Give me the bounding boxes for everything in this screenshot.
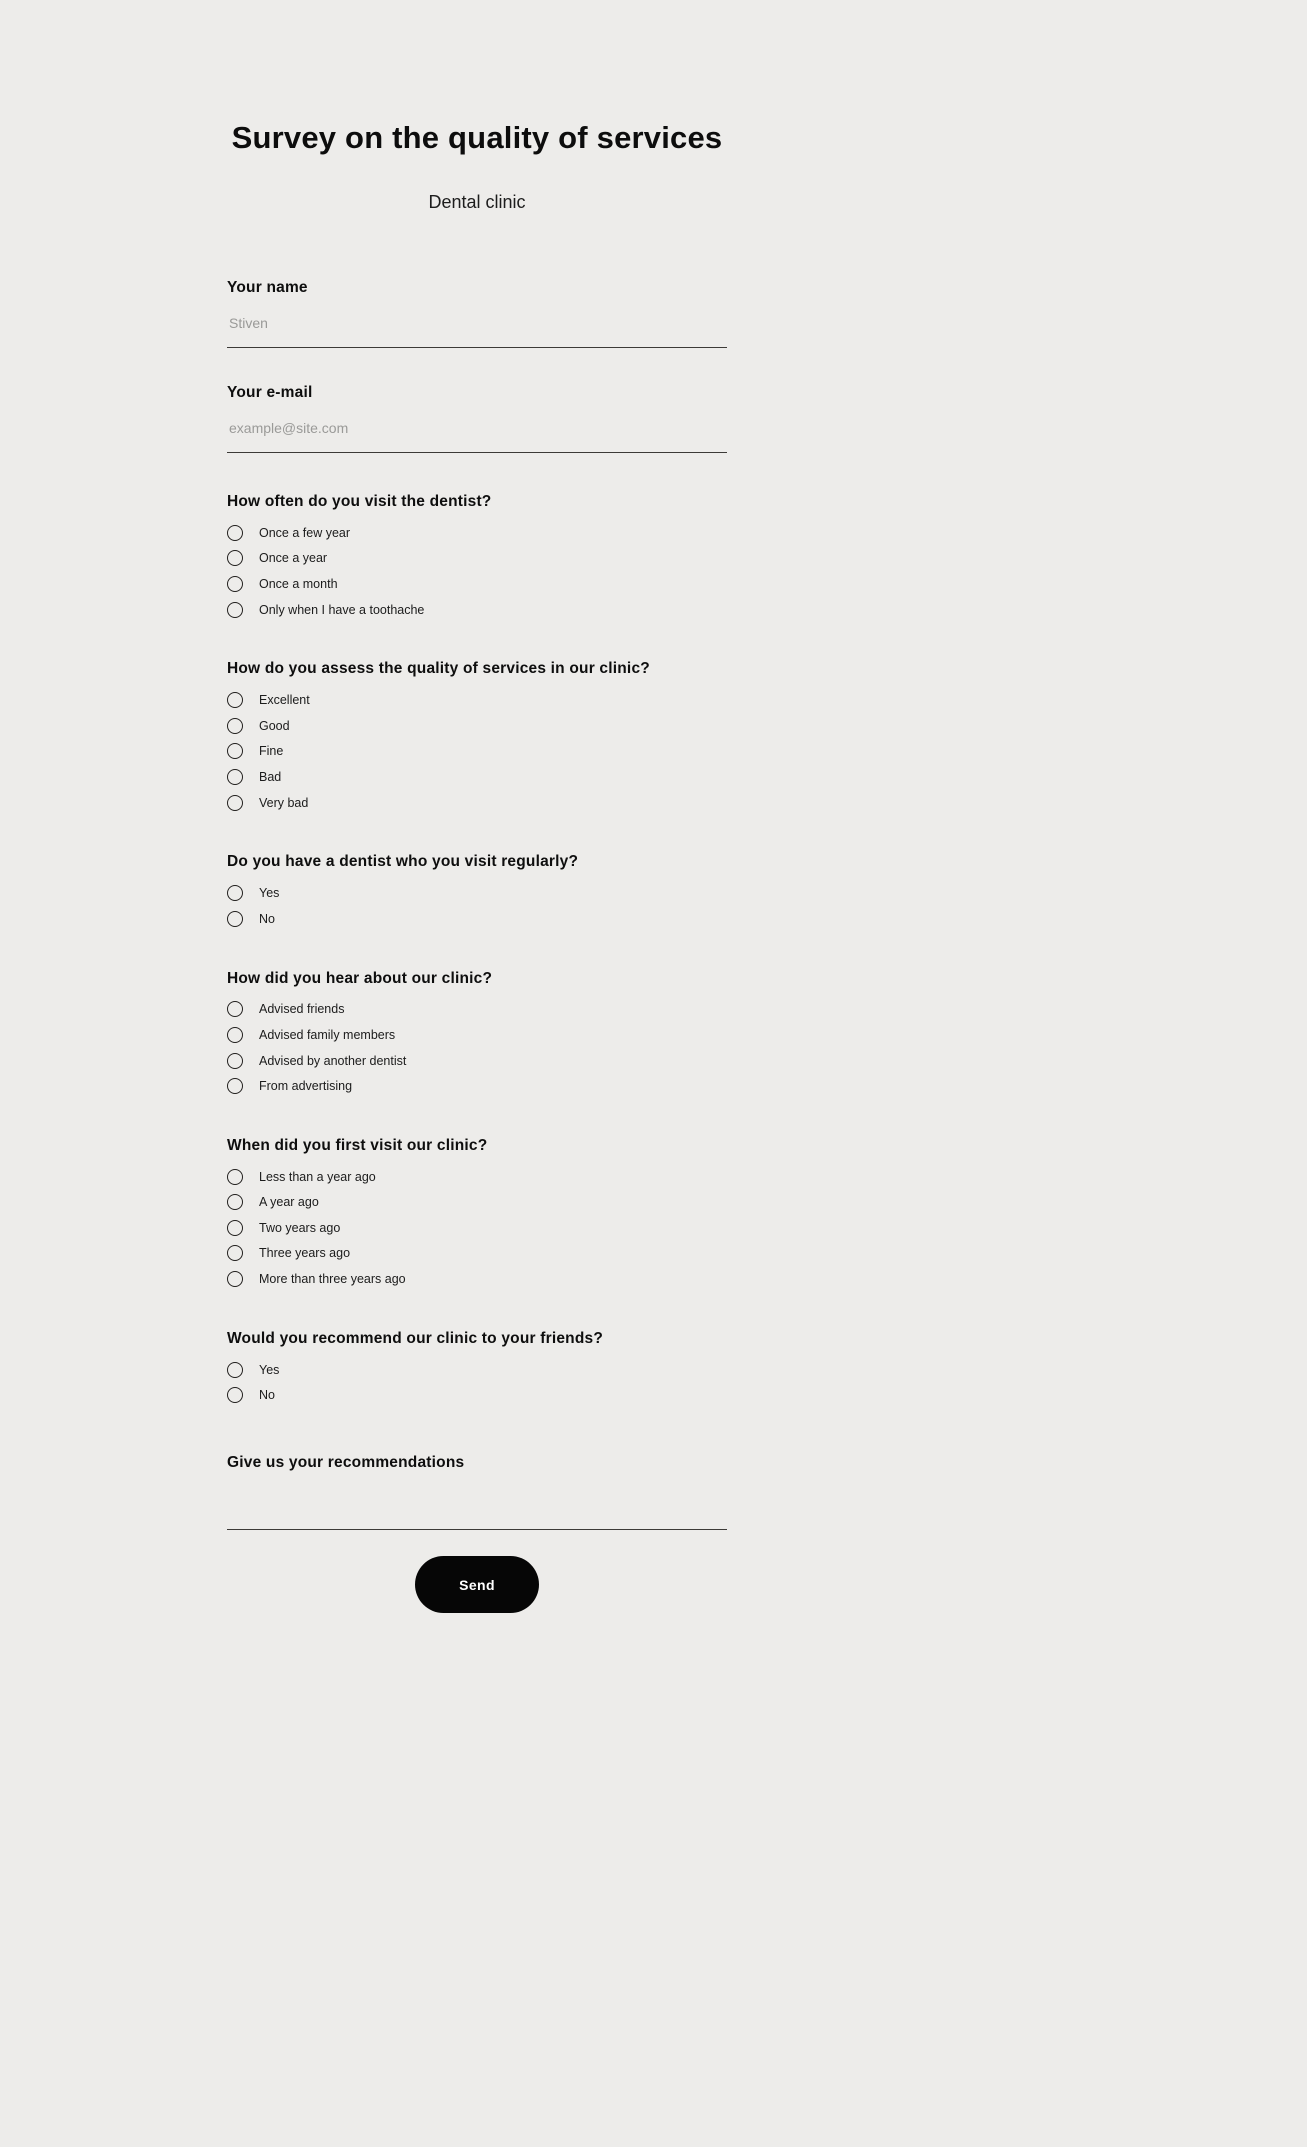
radio-option[interactable] [227,713,727,739]
recommendations-group [227,1454,727,1530]
radio-option-label: Only when I have a toothache [259,602,425,617]
radio-option[interactable] [227,997,727,1023]
radio-button-icon[interactable] [227,1053,243,1069]
radio-option[interactable] [227,1048,727,1074]
radio-button-icon[interactable] [227,525,243,541]
radio-option-label: Less than a year ago [259,1169,376,1184]
radio-button-icon[interactable] [227,911,243,927]
radio-option[interactable] [227,597,727,623]
radio-button-icon[interactable] [227,1169,243,1185]
radio-option[interactable] [227,1382,727,1408]
radio-option-label: Advised by another dentist [259,1053,407,1068]
radio-option[interactable] [227,1241,727,1267]
radio-option-label: Fine [259,744,284,759]
question-block [227,1330,727,1408]
radio-option[interactable] [227,1164,727,1190]
email-field-label: Your e-mail [227,384,313,401]
radio-button-icon[interactable] [227,718,243,734]
send-button[interactable]: Send [415,1556,539,1613]
radio-button-icon[interactable] [227,576,243,592]
name-input[interactable] [227,309,727,348]
radio-option[interactable] [227,906,727,932]
email-input[interactable] [227,414,727,453]
question-label: Would you recommend our clinic to your friends? [227,1329,603,1347]
radio-option[interactable] [227,1357,727,1383]
radio-button-icon[interactable] [227,1245,243,1261]
radio-button-icon[interactable] [227,1271,243,1287]
radio-button-icon[interactable] [227,1001,243,1017]
email-field-group [227,384,727,453]
radio-option-label: Once a year [259,551,328,566]
radio-option[interactable] [227,1073,727,1099]
question-block [227,1137,727,1292]
send-button-row [227,1556,727,1613]
radio-button-icon[interactable] [227,885,243,901]
survey-form [227,279,727,1613]
options-list [227,880,727,931]
radio-button-icon[interactable] [227,602,243,618]
radio-button-icon[interactable] [227,743,243,759]
radio-button-icon[interactable] [227,769,243,785]
page-title: Survey on the quality of services [231,120,723,155]
radio-option-label: No [259,911,275,926]
radio-option-label: Once a few year [259,525,351,540]
radio-option[interactable] [227,790,727,816]
radio-option-label: Excellent [259,693,310,708]
radio-button-icon[interactable] [227,692,243,708]
question-label: When did you first visit our clinic? [227,1136,488,1154]
question-block [227,970,727,1099]
radio-option-label: Advised friends [259,1002,345,1017]
radio-option-label: Two years ago [259,1220,341,1235]
question-block [227,493,727,622]
radio-button-icon[interactable] [227,1387,243,1403]
radio-option[interactable] [227,1190,727,1216]
radio-option-label: More than three years ago [259,1272,406,1287]
radio-option[interactable] [227,1266,727,1292]
page-header [0,0,954,213]
question-block [227,853,727,931]
radio-option[interactable] [227,880,727,906]
questions-list [227,493,727,1408]
radio-option-label: From advertising [259,1079,353,1094]
radio-option-label: Three years ago [259,1246,351,1261]
radio-option[interactable] [227,1215,727,1241]
question-label: Do you have a dentist who you visit regularly? [227,853,579,871]
question-label: How did you hear about our clinic? [227,969,493,987]
radio-button-icon[interactable] [227,1194,243,1210]
name-field-group [227,279,727,348]
radio-option-label: A year ago [259,1195,319,1210]
recommendations-input[interactable] [227,1484,727,1530]
radio-button-icon[interactable] [227,795,243,811]
question-block [227,660,727,815]
radio-option-label: Yes [259,1362,280,1377]
radio-option-label: Very bad [259,795,309,810]
page-subtitle: Dental clinic [428,192,526,212]
options-list [227,1164,727,1292]
radio-option[interactable] [227,571,727,597]
radio-button-icon[interactable] [227,1362,243,1378]
options-list [227,520,727,622]
radio-button-icon[interactable] [227,1220,243,1236]
radio-option[interactable] [227,546,727,572]
options-list [227,687,727,815]
radio-option[interactable] [227,520,727,546]
recommendations-label: Give us your recommendations [227,1454,465,1472]
radio-option[interactable] [227,739,727,765]
radio-button-icon[interactable] [227,1078,243,1094]
radio-option[interactable] [227,764,727,790]
radio-option-label: Yes [259,886,280,901]
radio-button-icon[interactable] [227,550,243,566]
radio-option[interactable] [227,1022,727,1048]
radio-option[interactable] [227,687,727,713]
radio-option-label: Bad [259,769,282,784]
name-field-label: Your name [227,279,308,296]
radio-option-label: No [259,1388,275,1403]
radio-option-label: Advised family members [259,1027,396,1042]
radio-option-label: Good [259,718,290,733]
radio-button-icon[interactable] [227,1027,243,1043]
radio-option-label: Once a month [259,576,338,591]
options-list [227,1357,727,1408]
options-list [227,997,727,1099]
question-label: How often do you visit the dentist? [227,493,492,510]
question-label: How do you assess the quality of services in our clinic? [227,660,650,678]
